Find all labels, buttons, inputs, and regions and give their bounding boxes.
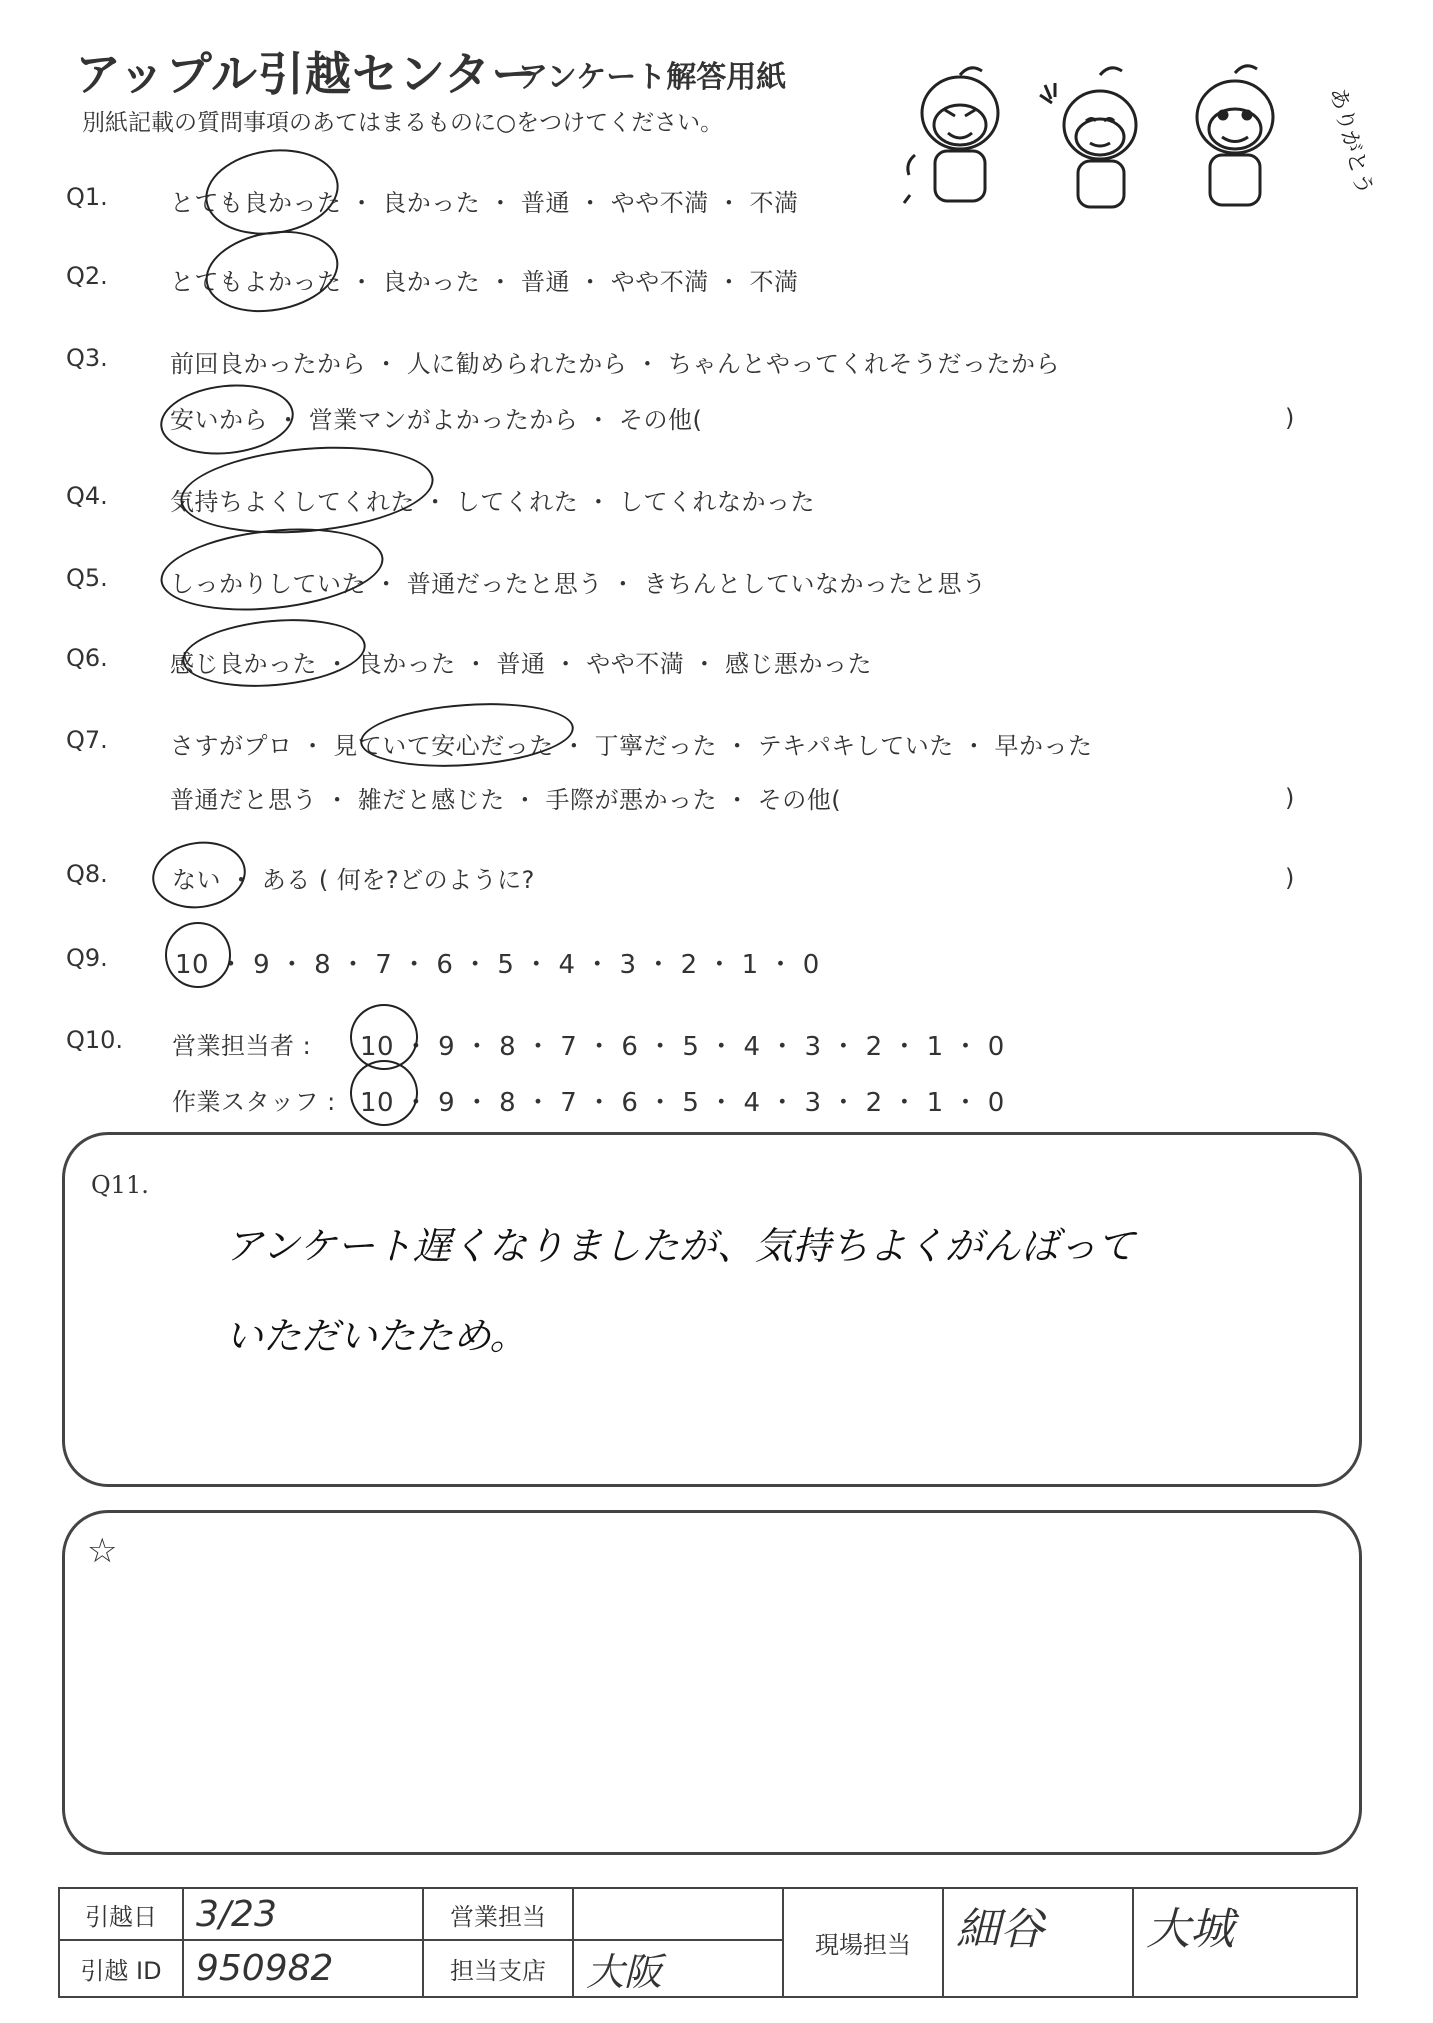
q6-answer-circle xyxy=(179,612,368,694)
form-subtitle: アンケート解答用紙 xyxy=(518,60,787,95)
move-date-value: 3/23 xyxy=(183,1888,423,1940)
sales-rep-value xyxy=(573,1888,783,1940)
branch-label: 担当支店 xyxy=(423,1940,573,1997)
move-id-label: 引越 ID xyxy=(59,1940,183,1997)
q5-answer-circle xyxy=(156,519,387,621)
q10-sales-options: 10 ・ 9 ・ 8 ・ 7 ・ 6 ・ 5 ・ 4 ・ 3 ・ 2 ・ 1 ・ 0 xyxy=(360,1032,1005,1062)
q8-close-paren: ) xyxy=(1285,864,1295,892)
q3-close-paren: ) xyxy=(1285,404,1295,432)
site-rep-value-1: 細谷 xyxy=(943,1888,1133,1997)
q10-label: Q10. xyxy=(66,1026,124,1054)
q9-answer-circle xyxy=(165,922,231,988)
q11-answer-line1: アンケート遅くなりましたが、気持ちよくがんばって xyxy=(225,1224,1135,1268)
q8-answer-circle xyxy=(148,836,250,914)
q7-answer-circle xyxy=(358,697,576,774)
q1-options: とても良かった ・ 良かった ・ 普通 ・ やや不満 ・ 不満 xyxy=(170,189,799,217)
q7-options-line2: 普通だと思う ・ 雑だと感じた ・ 手際が悪かった ・ その他( xyxy=(170,786,842,814)
q5-label: Q5. xyxy=(66,564,108,592)
q1-answer-circle xyxy=(200,141,344,243)
q6-options: 感じ良かった ・ 良かった ・ 普通 ・ やや不満 ・ 感じ悪かった xyxy=(170,650,873,678)
branch-value: 大阪 xyxy=(573,1940,783,1997)
q7-close-paren: ) xyxy=(1285,784,1295,812)
star-comment-box xyxy=(62,1510,1362,1855)
q5-options: しっかりしていた ・ 普通だったと思う ・ きちんとしていなかったと思う xyxy=(170,570,987,598)
q3-answer-circle xyxy=(157,378,297,461)
star-icon: ☆ xyxy=(87,1531,118,1571)
q10-staff-options: 10 ・ 9 ・ 8 ・ 7 ・ 6 ・ 5 ・ 4 ・ 3 ・ 2 ・ 1 ・ 0 xyxy=(360,1088,1005,1118)
q2-answer-circle xyxy=(199,221,345,322)
move-id-value: 950982 xyxy=(183,1940,423,1997)
q4-options: 気持ちよくしてくれた ・ してくれた ・ してくれなかった xyxy=(170,488,816,516)
q3-options-line2: 安いから ・ 営業マンがよかったから ・ その他( xyxy=(170,406,703,434)
footer-table xyxy=(58,1887,1358,1998)
q8-label: Q8. xyxy=(66,860,108,888)
instruction-text: 別紙記載の質問事項のあてはまるものに○をつけてください。 xyxy=(82,110,724,136)
q2-options: とてもよかった ・ 良かった ・ 普通 ・ やや不満 ・ 不満 xyxy=(170,268,799,296)
q2-label: Q2. xyxy=(66,262,108,290)
q10-staff-label: 作業スタッフ : xyxy=(172,1088,336,1116)
q7-label: Q7. xyxy=(66,726,108,754)
q9-options: 10 ・ 9 ・ 8 ・ 7 ・ 6 ・ 5 ・ 4 ・ 3 ・ 2 ・ 1 ・ 0 xyxy=(175,950,820,980)
mascot-monkeys-icon xyxy=(890,55,1377,225)
move-date-label: 引越日 xyxy=(59,1888,183,1940)
mascot-illustration xyxy=(890,55,1377,225)
q1-label: Q1. xyxy=(66,183,108,211)
company-title: アップル引越センター xyxy=(75,47,539,101)
q9-label: Q9. xyxy=(66,944,108,972)
site-rep-label: 現場担当 xyxy=(783,1888,943,1997)
q3-options-line1: 前回良かったから ・ 人に勧められたから ・ ちゃんとやってくれそうだったから xyxy=(170,350,1061,378)
q4-label: Q4. xyxy=(66,482,108,510)
q11-label: Q11. xyxy=(91,1171,149,1199)
thanks-text: ありがとう xyxy=(1324,85,1377,198)
sales-rep-label: 営業担当 xyxy=(423,1888,573,1940)
q6-label: Q6. xyxy=(66,644,108,672)
q8-options: ない ・ ある ( 何を?どのように? xyxy=(172,866,535,894)
q11-box xyxy=(62,1132,1362,1487)
site-rep-value-2: 大城 xyxy=(1133,1888,1357,1997)
q10-sales-label: 営業担当者 : xyxy=(172,1032,312,1060)
q10-staff-answer-circle xyxy=(350,1060,418,1126)
q7-options-line1: さすがプロ ・ 見ていて安心だった ・ 丁寧だった ・ テキパキしていた ・ 早かった xyxy=(170,732,1093,760)
q3-label: Q3. xyxy=(66,344,108,372)
q11-answer-line2: いただいたため。 xyxy=(225,1314,528,1358)
